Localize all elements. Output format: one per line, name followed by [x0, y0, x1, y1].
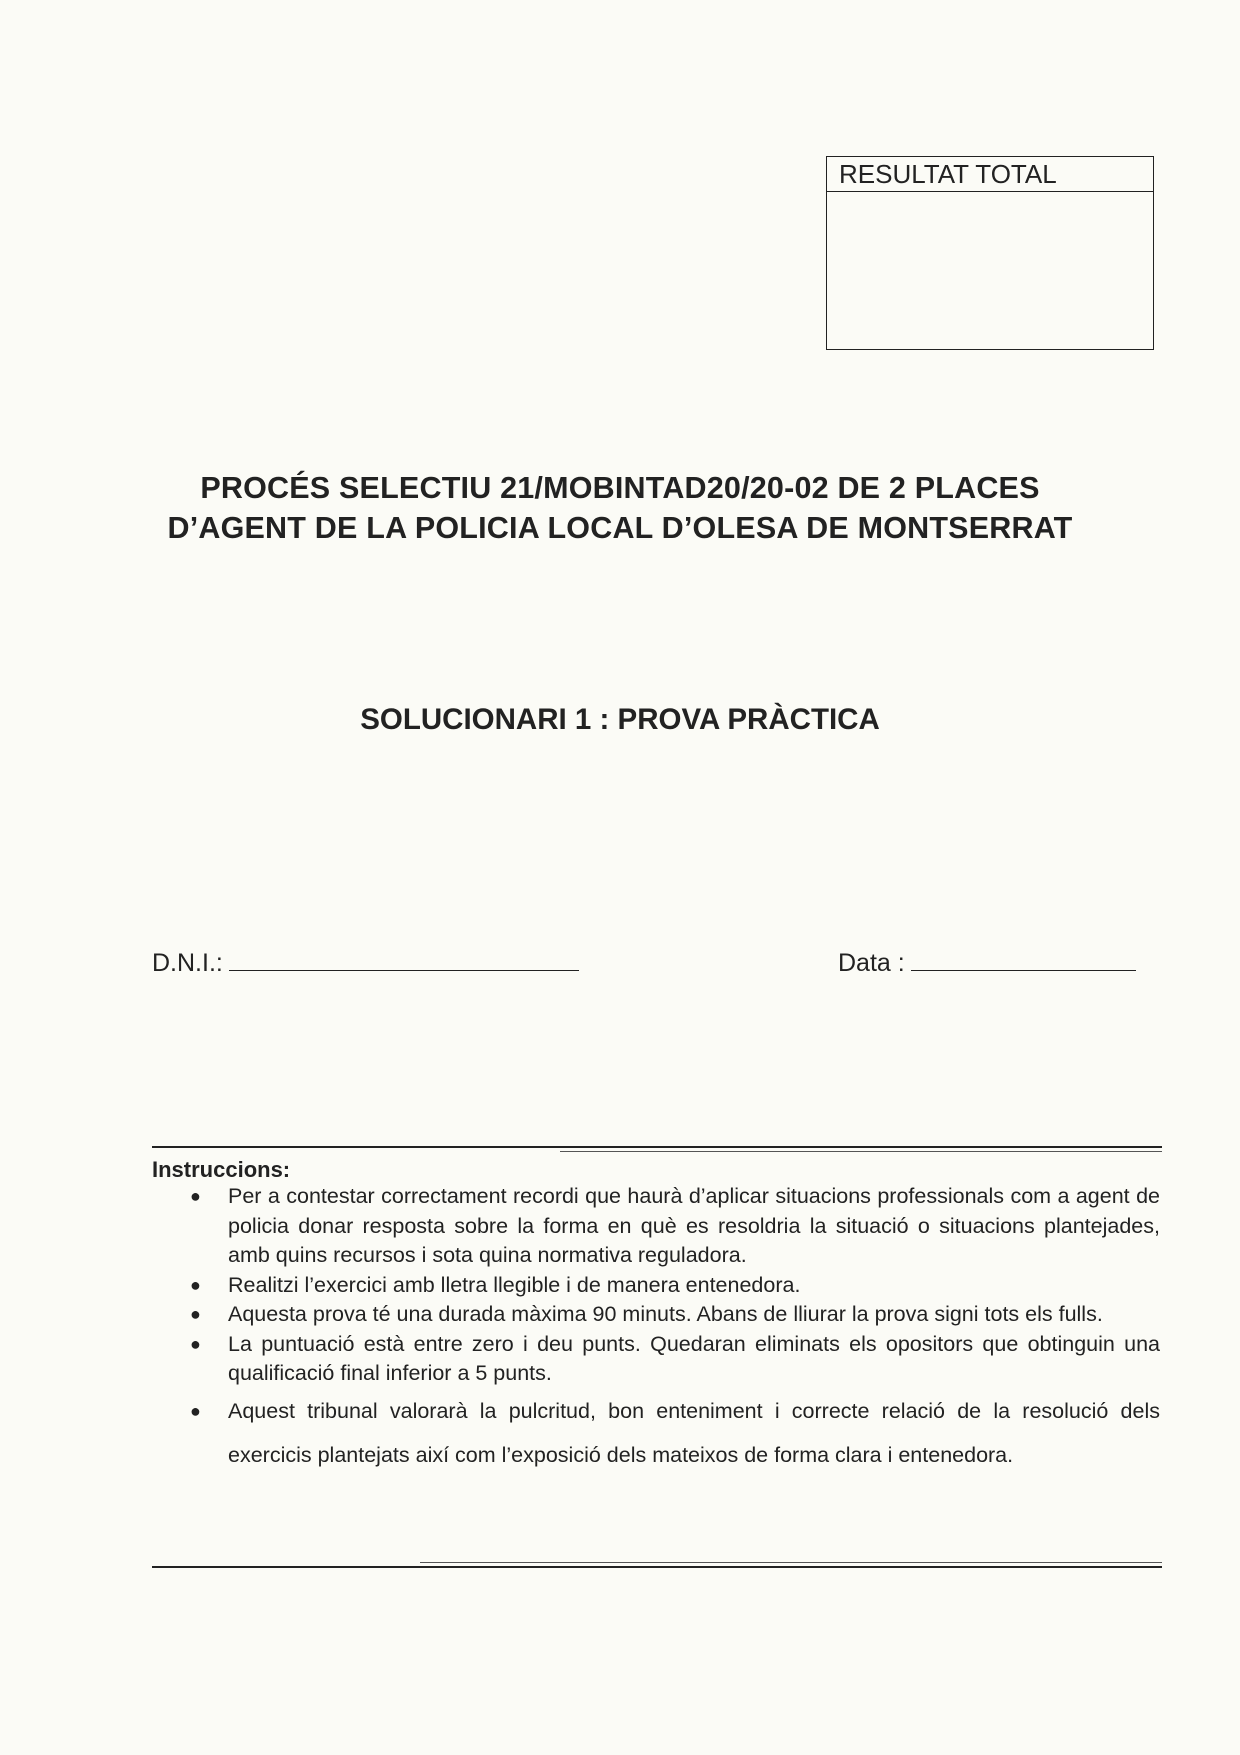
instructions-top-rule-thin [560, 1151, 1162, 1152]
instructions-bottom-rule-thin [420, 1562, 1162, 1563]
document-title [130, 468, 1110, 548]
instructions-heading: Instruccions: [152, 1157, 291, 1182]
date-label: Data : [838, 949, 905, 977]
instructions-bottom-rule [152, 1566, 1162, 1568]
instruction-text: Realitzi l’exercici amb lletra llegible i de manera entenedora. [228, 1272, 801, 1297]
instruction-item [180, 1271, 1160, 1301]
bullet-icon: ● [190, 1186, 201, 1206]
title-line-1: PROCÉS SELECTIU 21/MOBINTAD20/20-02 DE 2 PLACES [200, 471, 1040, 505]
instruction-text: La puntuació està entre zero i deu punts. Quedaran eliminats els opositors que obtinguin una qualificació final inferior a 5 punts. [228, 1331, 1160, 1385]
instruction-text: Aquesta prova té una durada màxima 90 minuts. Abans de lliurar la prova signi tots els fulls. [228, 1302, 1103, 1326]
instructions-top-rule [152, 1146, 1162, 1148]
instruction-item [180, 1330, 1160, 1389]
instruction-item [180, 1300, 1160, 1330]
bullet-icon: ● [190, 1304, 201, 1324]
total-result-label: RESULTAT TOTAL [827, 157, 1153, 192]
document-subtitle: SOLUCIONARI 1 : PROVA PRÀCTICA [360, 703, 880, 736]
dni-label: D.N.I.: [152, 949, 223, 977]
total-result-box [826, 156, 1154, 350]
title-line-2: D’AGENT DE LA POLICIA LOCAL D’OLESA DE MONTSERRAT [167, 511, 1073, 545]
dni-field [152, 944, 579, 979]
date-blank[interactable] [911, 944, 1136, 971]
bullet-icon: ● [190, 1274, 201, 1295]
instruction-text: Per a contestar correctament recordi que haurà d’aplicar situacions professionals com a agent de policia donar resposta sobre la forma en què es resoldria la situació o situacions plantejades, amb quins recursos i sota quina normativa reguladora. [228, 1184, 1160, 1267]
bullet-icon: ● [190, 1400, 201, 1421]
date-field [838, 944, 1136, 979]
instructions-list [180, 1182, 1160, 1477]
instruction-item [180, 1389, 1160, 1477]
total-result-value[interactable] [827, 192, 1153, 347]
bullet-icon: ● [190, 1333, 201, 1354]
instruction-text: Aquest tribunal valorarà la pulcritud, bon enteniment i correcte relació de la resolució dels exercicis plantejats així com l’exposició dels mateixos de forma clara i entenedora. [228, 1398, 1160, 1467]
instruction-item [180, 1182, 1160, 1271]
dni-blank[interactable] [229, 944, 579, 971]
